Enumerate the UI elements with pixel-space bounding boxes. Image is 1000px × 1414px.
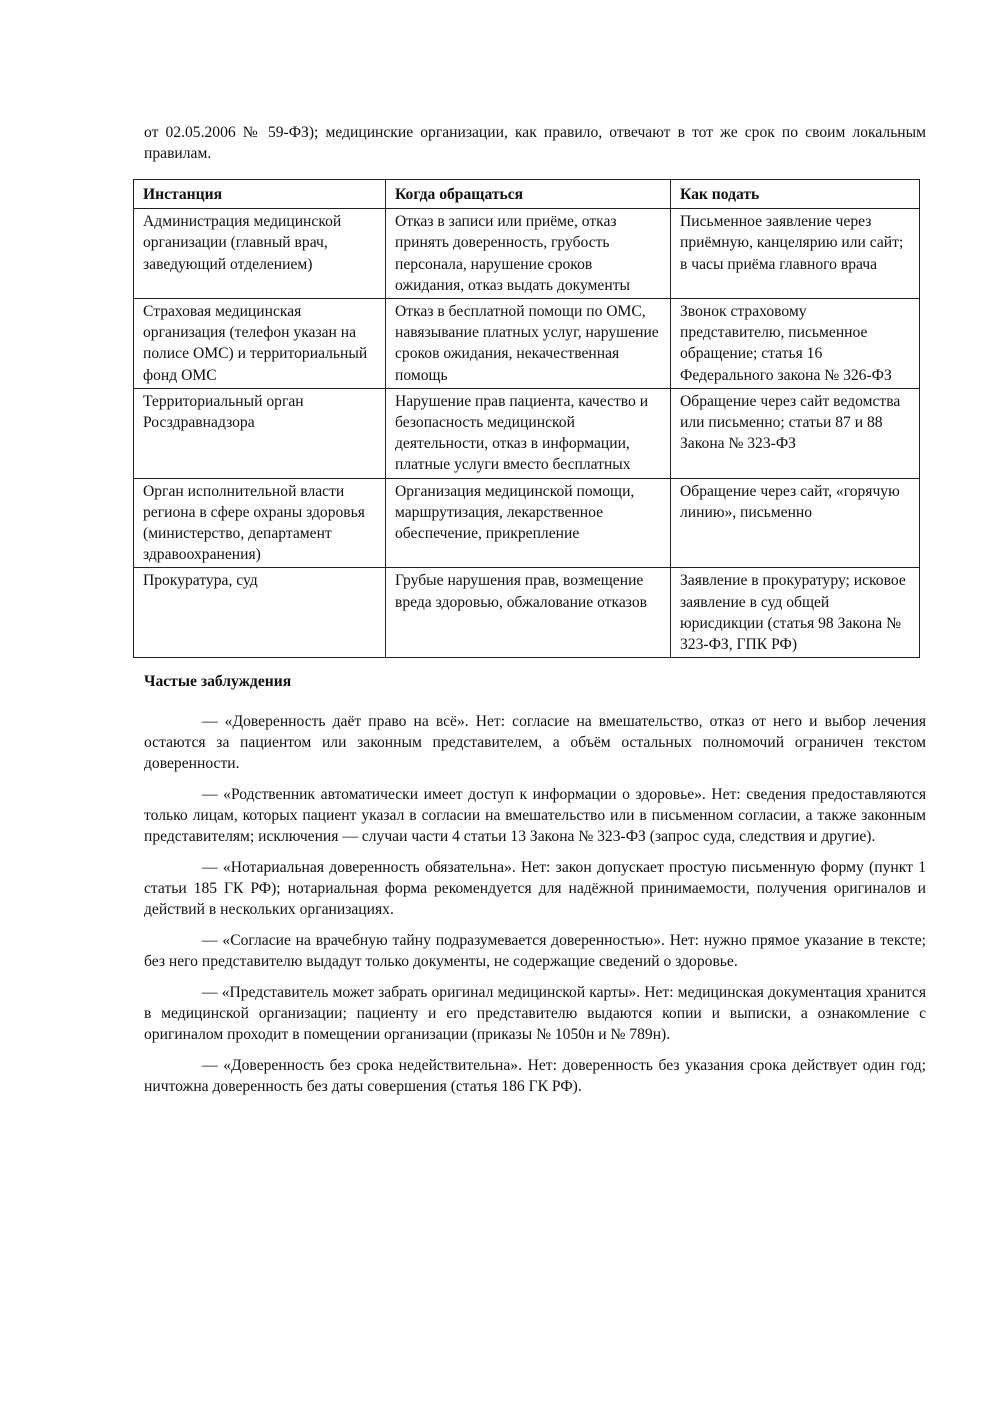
table-cell: Обращение через сайт ведомства или письменно; статьи 87 и 88 Закона № 323-ФЗ	[671, 388, 920, 478]
misconception-item: — «Представитель может забрать оригинал медицинской карты». Нет: медицинская документация хранится в медицинской организации; пациенту и его представителю выдаются копии и выписки, а ознакомление с оригиналом проходит в помещении организации (приказы № 1050н и № 789н).	[144, 984, 926, 1044]
column-header-when: Когда обращаться	[386, 180, 671, 209]
table-cell: Прокуратура, суд	[134, 568, 386, 658]
table-cell: Письменное заявление через приёмную, канцелярию или сайт; в часы приёма главного врача	[671, 209, 920, 299]
misconceptions-list	[144, 711, 926, 1097]
table-cell: Обращение через сайт, «горячую линию», письменно	[671, 478, 920, 568]
table-cell: Территориальный орган Росздравнадзора	[134, 388, 386, 478]
complaint-authorities-table	[133, 179, 920, 658]
table-cell: Страховая медицинская организация (телефон указан на полисе ОМС) и территориальный фонд ОМС	[134, 299, 386, 389]
table-cell: Орган исполнительной власти региона в сфере охраны здоровья (министерство, департамент здравоохранения)	[134, 478, 386, 568]
misconception-item: — «Согласие на врачебную тайну подразумевается доверенностью». Нет: нужно прямое указание в тексте; без него представителю выдадут только документы, не содержащие сведений о здоровье.	[144, 932, 926, 971]
table-row	[134, 209, 920, 299]
misconception-item: — «Доверенность без срока недействительна». Нет: доверенность без указания срока действует один год; ничтожна доверенность без даты совершения (статья 186 ГК РФ).	[144, 1057, 926, 1096]
table-cell: Заявление в прокуратуру; исковое заявление в суд общей юрисдикции (статья 98 Закона № 323-ФЗ, ГПК РФ)	[671, 568, 920, 658]
misconception-item: — «Доверенность даёт право на всё». Нет: согласие на вмешательство, отказ от него и выбор лечения остаются за пациентом или законным представителем, а объём остальных полномочий ограничен текстом доверенности.	[144, 713, 926, 773]
misconception-item: — «Нотариальная доверенность обязательна». Нет: закон допускает простую письменную форму (пункт 1 статьи 185 ГК РФ); нотариальная форма рекомендуется для надёжной принимаемости, получения оригиналов и действий в нескольких организациях.	[144, 859, 926, 919]
table-row	[134, 478, 920, 568]
table-cell: Организация медицинской помощи, маршрутизация, лекарственное обеспечение, прикрепление	[386, 478, 671, 568]
table-row	[134, 299, 920, 389]
table-row	[134, 568, 920, 658]
table-row	[134, 388, 920, 478]
misconception-item: — «Родственник автоматически имеет доступ к информации о здоровье». Нет: сведения предоставляются только лицам, которых пациент указал в согласии на вмешательство или в письменном согласии, а также законным представителям; исключения — случаи части 4 статьи 13 Закона № 323-ФЗ (запрос суда, следствия и другие).	[144, 786, 926, 846]
table-header-row	[134, 180, 920, 209]
table-cell: Грубые нарушения прав, возмещение вреда здоровью, обжалование отказов	[386, 568, 671, 658]
table-cell: Нарушение прав пациента, качество и безопасность медицинской деятельности, отказ в информации, платные услуги вместо бесплатных	[386, 388, 671, 478]
table-cell: Отказ в записи или приёме, отказ принять доверенность, грубость персонала, нарушение сроков ожидания, отказ выдать документы	[386, 209, 671, 299]
table-cell: Отказ в бесплатной помощи по ОМС, навязывание платных услуг, нарушение сроков ожидания, некачественная помощь	[386, 299, 671, 389]
table-cell: Звонок страховому представителю, письменное обращение; статья 16 Федерального закона № 326-ФЗ	[671, 299, 920, 389]
table-cell: Администрация медицинской организации (главный врач, заведующий отделением)	[134, 209, 386, 299]
section-heading: Частые заблуждения	[144, 673, 292, 691]
column-header-authority: Инстанция	[134, 180, 386, 209]
column-header-how: Как подать	[671, 180, 920, 209]
intro-paragraph: от 02.05.2006 № 59-ФЗ); медицинские организации, как правило, отвечают в тот же срок по своим локальным правилам.	[144, 124, 926, 162]
